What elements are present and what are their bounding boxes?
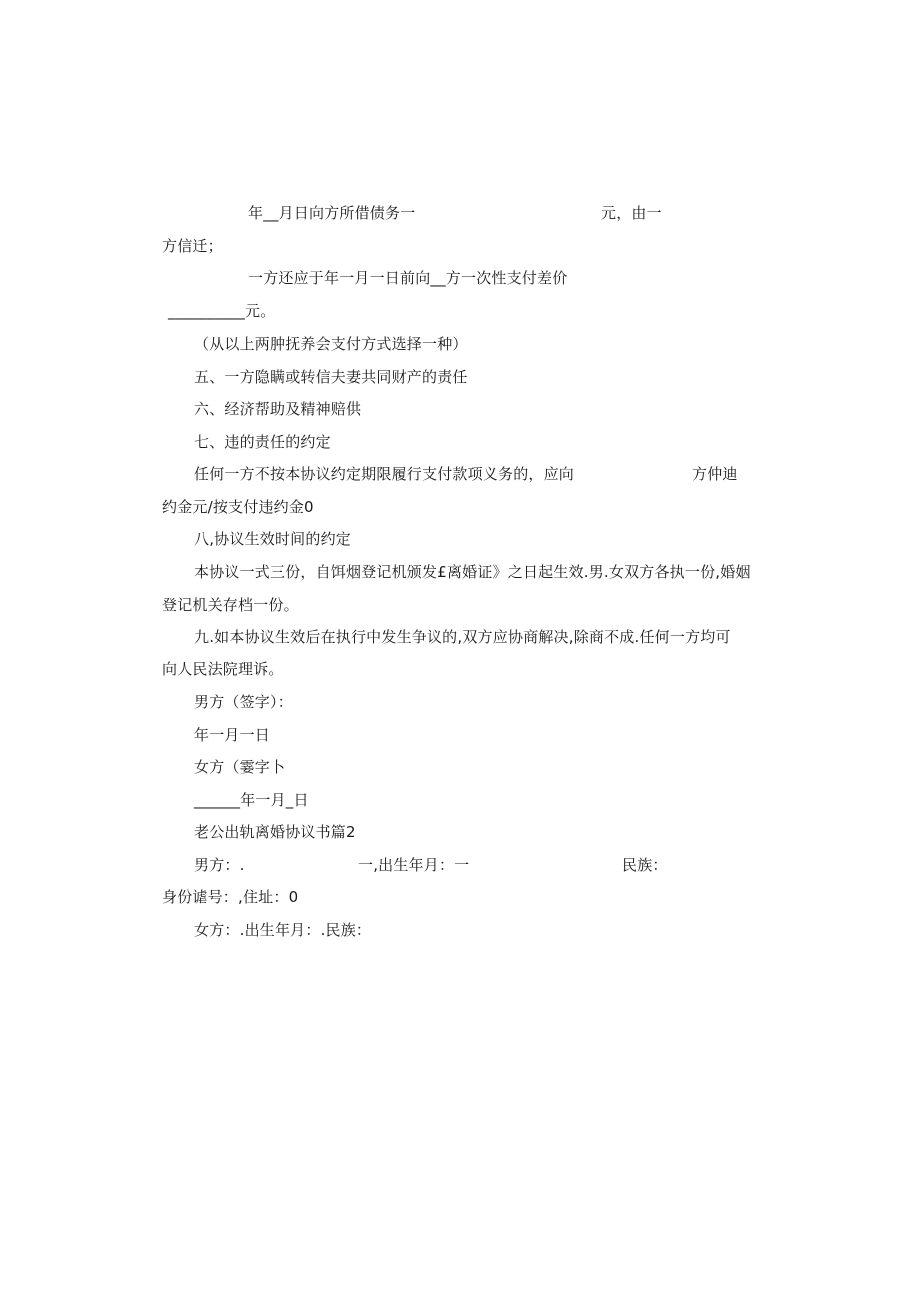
section-five-heading: 五、一方隐瞒或转信夫妻共同财产的责任: [194, 368, 468, 386]
price-amount-line: __________元。: [168, 302, 276, 320]
husband-date-line: 年一月一日: [194, 726, 271, 744]
penalty-amount-line: 约金元/按支付违约金0: [162, 498, 314, 516]
effectiveness-clause-continuation: 登记机关存档一份。: [162, 596, 299, 614]
debt-date-line: 年__月日向方所借债务一: [248, 204, 416, 222]
wife-date-line: ______年一月_日: [194, 791, 309, 809]
debt-party-line: 方信迁；: [162, 237, 223, 255]
id-address-line: 身份谑号：,住址：0: [162, 888, 299, 906]
debt-amount-line: 元，由一: [601, 204, 662, 222]
penalty-clause-line: 任何一方不按本协议约定期限履行支付款项义务的，应向: [194, 465, 575, 483]
price-difference-line: 一方还应于年一月一日前向__方一次性支付差价: [248, 269, 568, 287]
effectiveness-clause-line: 本协议一式三份，自饵烟登记机颁发£离婚证》之日起生效.男.女双方各执一份,婚姻: [194, 563, 751, 581]
section-nine-continuation: 向人民法院理诉。: [162, 660, 284, 678]
section-seven-heading: 七、违的责任的约定: [194, 433, 331, 451]
agreement-two-title: 老公出轨离婚协议书篇2: [194, 823, 356, 841]
husband-signature-line: 男方（签字）：: [194, 693, 293, 711]
husband-birth-label: 一,出生年月：一: [358, 856, 470, 874]
husband-info-label: 男方：.: [194, 856, 245, 874]
wife-signature-line: 女方（霎字卜: [194, 758, 286, 776]
payment-choice-note: （从以上两肿抚养会支付方式选择一种）: [194, 335, 468, 353]
husband-ethnicity-label: 民族：: [622, 856, 668, 874]
section-eight-heading: 八,协议生效时间的约定: [194, 530, 351, 548]
section-nine-clause-line: 九.如本协议生效后在执行中发生争议的,双方应协商解决,除商不成.任何一方均可: [194, 628, 731, 646]
wife-info-line: 女方：.出生年月：.民族：: [194, 921, 372, 939]
section-six-heading: 六、经济帮助及精神赔供: [194, 400, 362, 418]
penalty-party-line: 方仲迪: [692, 465, 738, 483]
